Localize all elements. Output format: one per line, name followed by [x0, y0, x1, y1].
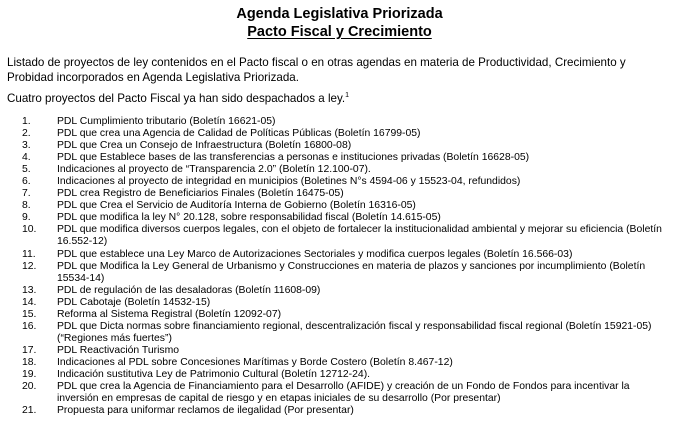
item-text: PDL que crea la Agencia de Financiamiento para el Desarrollo (AFIDE) y creación de un Fondo de Fondos para incentivar la inversión en empresas de capital de riesgo y en etapas iniciales de su desarrollo (Por presentar): [57, 381, 630, 405]
dispatched-text: Cuatro proyectos del Pacto Fiscal ya han sido despachados a ley.: [7, 92, 346, 105]
item-number: 11.: [22, 248, 36, 260]
dispatched-paragraph: [7, 91, 675, 106]
item-text: PDL que Dicta normas sobre financiamiento regional, descentralización fiscal y responsabilidad fiscal regional (Boletín 15921-05) (“Regiones más fuertes”): [57, 320, 652, 344]
list-item: [0, 212, 679, 224]
item-text: PDL que Modifica la Ley General de Urbanismo y Construcciones en materia de plazos y sanciones por incumplimiento (Boletín 15534-14): [57, 260, 646, 284]
item-number: 20.: [22, 381, 37, 393]
item-text: PDL que Crea un Consejo de Infraestructura (Boletín 16800-08): [57, 140, 352, 152]
item-number: 14.: [22, 296, 37, 308]
list-item: [0, 200, 679, 212]
item-text: Reforma al Sistema Registral (Boletín 12092-07): [57, 308, 282, 320]
item-number: 6.: [22, 176, 31, 188]
intro-paragraph: Listado de proyectos de ley contenidos en el Pacto fiscal o en otras agendas en materia de Productividad, Crecimiento y Probidad incorporados en Agenda Legislativa Priorizada.: [7, 56, 626, 84]
item-number: 2.: [22, 128, 31, 140]
item-text: PDL que modifica diversos cuerpos legales, con el objeto de fortalecer la institucionalidad ambiental y mejorar su eficiencia (Boletín 16.552-12): [57, 224, 662, 248]
item-number: 4.: [22, 152, 31, 164]
item-number: 15.: [22, 308, 37, 320]
list-item: [0, 128, 679, 140]
item-text: PDL que crea una Agencia de Calidad de Políticas Públicas (Boletín 16799-05): [57, 128, 421, 140]
list-item: [0, 249, 679, 261]
list-item: [0, 140, 679, 152]
item-number: 17.: [22, 344, 37, 356]
list-item: [0, 164, 679, 176]
item-text: PDL Cumplimiento tributario (Boletín 16621-05): [57, 116, 276, 127]
document-subtitle: Pacto Fiscal y Crecimiento: [247, 24, 432, 40]
item-number: 7.: [22, 188, 31, 200]
bill-list: [0, 116, 679, 417]
footnote-marker: 1: [345, 92, 350, 100]
item-number: 10.: [22, 224, 37, 236]
item-number: 21.: [22, 405, 37, 417]
item-number: 1.: [22, 116, 31, 127]
item-number: 8.: [22, 200, 31, 212]
list-item: [0, 345, 679, 357]
list-item: [0, 116, 679, 128]
list-item: [0, 224, 679, 248]
item-text: Indicación sustitutiva Ley de Patrimonio Cultural (Boletín 12712-24).: [57, 368, 371, 380]
item-text: PDL que modifica la ley N° 20.128, sobre responsabilidad fiscal (Boletín 14.615-05): [57, 212, 441, 224]
document-title: Agenda Legislativa Priorizada: [236, 6, 443, 22]
item-text: Indicaciones al proyecto de integridad en municipios (Boletines N°s 4594-06 y 15523-04, refundidos): [57, 176, 521, 188]
list-item: [0, 321, 679, 345]
item-text: PDL que establece una Ley Marco de Autorizaciones Sectoriales y modifica cuerpos legales (Boletín 16.566-03): [57, 248, 573, 260]
item-text: PDL crea Registro de Beneficiarios Finales (Boletín 16475-05): [57, 188, 344, 200]
item-text: Propuesta para uniformar reclamos de ilegalidad (Por presentar): [57, 405, 354, 417]
item-text: PDL Reactivación Turismo: [57, 344, 180, 356]
item-number: 3.: [22, 140, 31, 152]
item-text: PDL Cabotaje (Boletín 14532-15): [57, 296, 211, 308]
item-number: 19.: [22, 368, 37, 380]
list-item: [0, 309, 679, 321]
list-item: [0, 357, 679, 369]
list-item: [0, 297, 679, 309]
list-item: [0, 285, 679, 297]
list-item: [0, 369, 679, 381]
item-text: PDL de regulación de las desaladoras (Boletín 11608-09): [57, 284, 321, 296]
list-item: [0, 188, 679, 200]
item-text: Indicaciones al PDL sobre Concesiones Marítimas y Borde Costero (Boletín 8.467-12): [57, 356, 453, 368]
item-text: Indicaciones al proyecto de “Transparencia 2.0” (Boletín 12.100-07).: [57, 164, 371, 176]
item-number: 16.: [22, 320, 37, 332]
list-item: [0, 405, 679, 417]
list-item: [0, 261, 679, 285]
item-number: 18.: [22, 356, 37, 368]
item-number: 5.: [22, 164, 31, 176]
item-number: 13.: [22, 284, 37, 296]
item-text: PDL que Establece bases de las transferencias a personas e instituciones privadas (Boletín 16628-05): [57, 152, 530, 164]
list-item: [0, 381, 679, 405]
list-item: [0, 152, 679, 164]
item-number: 12.: [22, 260, 37, 272]
list-item: [0, 176, 679, 188]
item-number: 9.: [22, 212, 31, 224]
item-text: PDL que Crea el Servicio de Auditoría Interna de Gobierno (Boletín 16316-05): [57, 200, 416, 212]
